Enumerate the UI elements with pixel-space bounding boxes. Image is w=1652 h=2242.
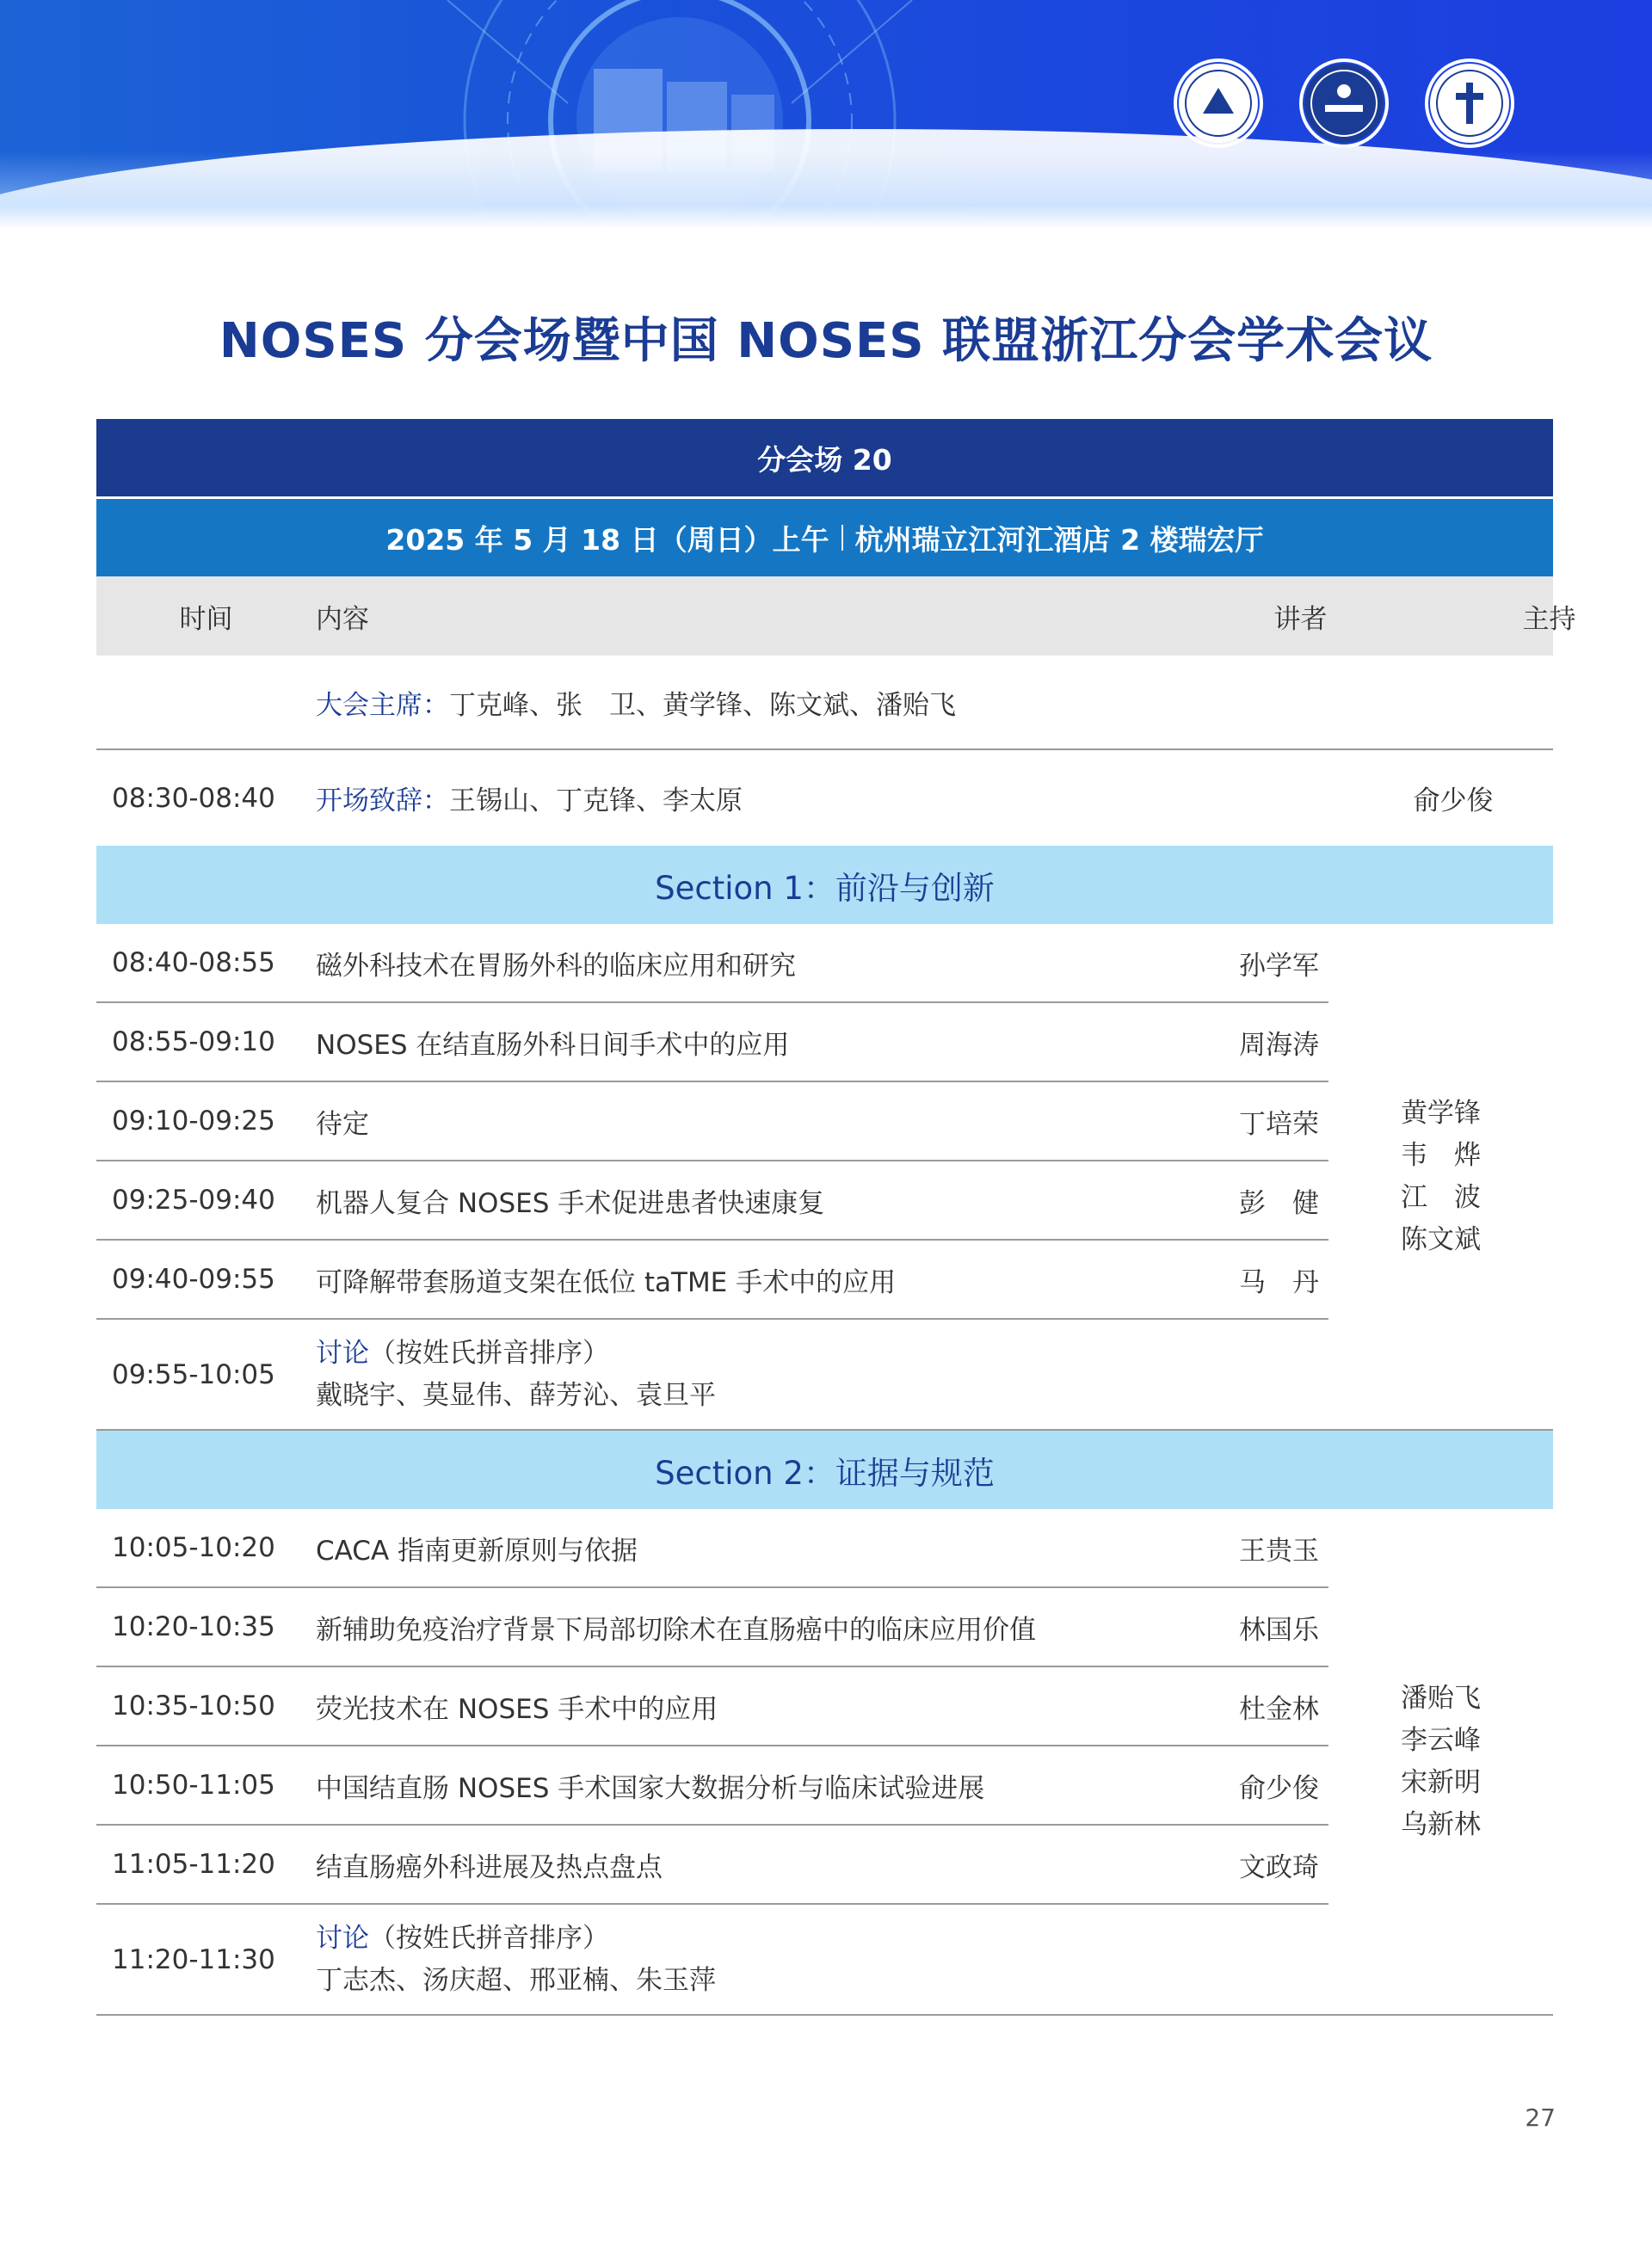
talk-speaker: 丁培荣 bbox=[1239, 1108, 1319, 1140]
talk-topic: 待定 bbox=[316, 1108, 369, 1140]
table-row bbox=[96, 1746, 1328, 1826]
section-2-hosts bbox=[1328, 1509, 1553, 2014]
section-2-block bbox=[96, 1509, 1553, 2016]
column-header-host: 主持 bbox=[1522, 603, 1576, 635]
page-title: NOSES 分会场暨中国 NOSES 联盟浙江分会学术会议 bbox=[219, 313, 1433, 369]
table-row bbox=[96, 1509, 1328, 1588]
discussion-label: 讨论 bbox=[316, 1922, 369, 1954]
talk-topic: 机器人复合 NOSES 手术促进患者快速康复 bbox=[316, 1187, 825, 1219]
table-row bbox=[96, 1003, 1328, 1082]
talk-topic: 可降解带套肠道支架在低位 taTME 手术中的应用 bbox=[316, 1266, 897, 1298]
talk-time: 10:50-11:05 bbox=[112, 1770, 275, 1801]
column-header-time: 时间 bbox=[179, 603, 233, 635]
talk-topic: 荧光技术在 NOSES 手术中的应用 bbox=[316, 1693, 718, 1725]
talk-time: 09:25-09:40 bbox=[112, 1185, 275, 1216]
separator bbox=[841, 525, 843, 551]
talk-speaker: 林国乐 bbox=[1239, 1614, 1319, 1646]
table-row bbox=[96, 1826, 1328, 1905]
host-name: 乌新林 bbox=[1401, 1808, 1481, 1840]
zhejiang-university-logo bbox=[1174, 59, 1263, 148]
section-1-band bbox=[96, 846, 1553, 924]
schedule-table bbox=[96, 419, 1576, 2016]
column-header-content: 内容 bbox=[316, 603, 369, 635]
opening-row bbox=[96, 750, 1553, 846]
table-row bbox=[96, 1241, 1328, 1320]
section-1-rows bbox=[96, 924, 1328, 1429]
section-2-rows bbox=[96, 1509, 1328, 2014]
page-number: 27 bbox=[1525, 2103, 1556, 2132]
talk-speaker: 周海涛 bbox=[1239, 1029, 1319, 1061]
host-name: 陈文斌 bbox=[1401, 1223, 1481, 1255]
header-banner bbox=[0, 0, 1652, 229]
talk-topic: 结直肠癌外科进展及热点盘点 bbox=[316, 1851, 663, 1883]
talk-topic: 磁外科技术在胃肠外科的临床应用和研究 bbox=[316, 950, 796, 982]
talk-time: 08:55-09:10 bbox=[112, 1026, 275, 1057]
host-name: 江 波 bbox=[1401, 1181, 1481, 1213]
talk-time: 10:20-10:35 bbox=[112, 1611, 275, 1642]
section-1-block bbox=[96, 924, 1553, 1431]
host-name: 潘贻飞 bbox=[1401, 1682, 1481, 1714]
section-2-title: Section 2：证据与规范 bbox=[655, 1454, 995, 1492]
table-row bbox=[96, 1588, 1328, 1667]
session-name-band bbox=[96, 419, 1553, 496]
talk-speaker: 王贵玉 bbox=[1239, 1535, 1319, 1567]
talk-time: 10:05-10:20 bbox=[112, 1532, 275, 1563]
chairs-names: 丁克峰、张 卫、黄学锋、陈文斌、潘贻飞 bbox=[449, 689, 956, 721]
talk-speaker: 孙学军 bbox=[1239, 950, 1319, 982]
talk-time: 11:05-11:20 bbox=[112, 1849, 275, 1880]
session-date-band bbox=[96, 499, 1553, 576]
section-1-hosts bbox=[1328, 924, 1553, 1429]
session-venue: 杭州瑞立江河汇酒店 2 楼瑞宏厅 bbox=[854, 522, 1264, 557]
chairs-label: 大会主席： bbox=[316, 689, 449, 721]
talk-speaker: 文政琦 bbox=[1239, 1851, 1319, 1883]
opening-names: 王锡山、丁克锋、李太原 bbox=[449, 785, 743, 816]
logo-group bbox=[1174, 59, 1514, 148]
talk-time: 09:10-09:25 bbox=[112, 1106, 275, 1136]
talk-time: 09:40-09:55 bbox=[112, 1264, 275, 1295]
host-name: 宋新明 bbox=[1401, 1766, 1481, 1798]
talk-speaker: 马 丹 bbox=[1239, 1266, 1319, 1298]
table-row bbox=[96, 1161, 1328, 1241]
discussion-row bbox=[96, 1320, 1328, 1429]
second-hospital-logo bbox=[1299, 59, 1389, 148]
discussion-content bbox=[316, 1333, 1176, 1417]
discussion-note: （按姓氏拼音排序） bbox=[369, 1337, 609, 1369]
opening-label: 开场致辞： bbox=[316, 785, 449, 816]
chairs-row bbox=[96, 656, 1553, 750]
host-name: 韦 烨 bbox=[1401, 1139, 1481, 1171]
session-name: 分会场 20 bbox=[757, 442, 892, 477]
discussion-row bbox=[96, 1905, 1328, 2014]
talk-topic: 新辅助免疫治疗背景下局部切除术在直肠癌中的临床应用价值 bbox=[316, 1614, 1036, 1646]
discussion-names: 戴晓宇、莫显伟、薛芳沁、袁旦平 bbox=[316, 1379, 716, 1411]
opening-content bbox=[316, 779, 1176, 817]
section-2-band bbox=[96, 1431, 1553, 1509]
table-row bbox=[96, 1667, 1328, 1746]
talk-time: 10:35-10:50 bbox=[112, 1691, 275, 1722]
talk-speaker: 俞少俊 bbox=[1239, 1772, 1319, 1804]
discussion-label: 讨论 bbox=[316, 1337, 369, 1369]
opening-host: 俞少俊 bbox=[1413, 785, 1494, 816]
column-header-speaker: 讲者 bbox=[1273, 603, 1328, 635]
talk-speaker: 彭 健 bbox=[1239, 1187, 1319, 1219]
column-header-row bbox=[96, 576, 1576, 656]
table-row bbox=[96, 924, 1328, 1003]
discussion-note: （按姓氏拼音排序） bbox=[369, 1922, 609, 1954]
host-name: 黄学锋 bbox=[1401, 1097, 1481, 1129]
talk-time: 08:40-08:55 bbox=[112, 947, 275, 978]
session-date: 2025 年 5 月 18 日（周日）上午 bbox=[385, 522, 829, 557]
discussion-names: 丁志杰、汤庆超、邢亚楠、朱玉萍 bbox=[316, 1964, 716, 1996]
discussion-time: 09:55-10:05 bbox=[112, 1358, 275, 1390]
talk-topic: 中国结直肠 NOSES 手术国家大数据分析与临床试验进展 bbox=[316, 1772, 985, 1804]
discussion-content bbox=[316, 1918, 1176, 2002]
chairs-content bbox=[316, 683, 1176, 722]
anticancer-association-logo bbox=[1425, 59, 1514, 148]
talk-speaker: 杜金林 bbox=[1239, 1693, 1319, 1725]
discussion-time: 11:20-11:30 bbox=[112, 1943, 275, 1975]
section-1-title: Section 1：前沿与创新 bbox=[655, 869, 995, 907]
talk-topic: CACA 指南更新原则与依据 bbox=[316, 1535, 638, 1567]
host-name: 李云峰 bbox=[1401, 1724, 1481, 1756]
talk-topic: NOSES 在结直肠外科日间手术中的应用 bbox=[316, 1029, 790, 1061]
table-row bbox=[96, 1082, 1328, 1161]
opening-time: 08:30-08:40 bbox=[112, 782, 275, 814]
